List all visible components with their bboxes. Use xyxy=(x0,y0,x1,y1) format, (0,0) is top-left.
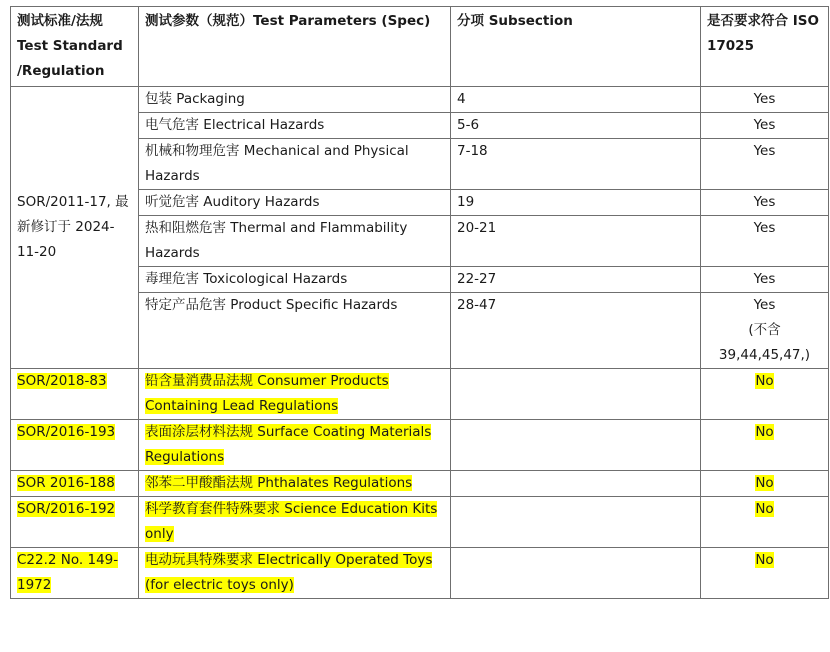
standard-cell xyxy=(11,369,139,420)
iso-cell: Yes xyxy=(701,113,829,139)
standard-label: C22.2 No. 149-1972 xyxy=(17,552,119,593)
iso-value: Yes xyxy=(753,297,776,313)
subsection-cell: 4 xyxy=(451,87,701,113)
standard-label: SOR/2016-193 xyxy=(17,424,116,440)
param-cell: 热和阻燃危害 Thermal and Flammability Hazards xyxy=(139,216,451,267)
table-row xyxy=(11,420,829,471)
param-label: 铅含量消费品法规 Consumer Products Containing Lead Regulations xyxy=(145,373,389,414)
param-cell: 听觉危害 Auditory Hazards xyxy=(139,190,451,216)
subsection-cell xyxy=(451,548,701,599)
standard-label: SOR/2018-83 xyxy=(17,373,107,389)
header-row xyxy=(11,7,829,87)
subsection-cell xyxy=(451,497,701,548)
iso-value: No xyxy=(755,424,774,440)
iso-cell xyxy=(701,420,829,471)
subsection-cell: 19 xyxy=(451,190,701,216)
param-cell: 电气危害 Electrical Hazards xyxy=(139,113,451,139)
subsection-cell xyxy=(451,420,701,471)
test-standards-table xyxy=(10,6,829,599)
iso-cell: Yes xyxy=(701,139,829,190)
standard-cell xyxy=(11,420,139,471)
standard-cell-sor-2011: SOR/2011-17, 最新修订于 2024-11-20 xyxy=(11,87,139,369)
iso-cell xyxy=(701,293,829,369)
param-cell xyxy=(139,471,451,497)
iso-cell: Yes xyxy=(701,190,829,216)
param-cell xyxy=(139,369,451,420)
standard-label: SOR/2016-192 xyxy=(17,501,116,517)
param-cell: 包装 Packaging xyxy=(139,87,451,113)
param-label: 邻苯二甲酸酯法规 Phthalates Regulations xyxy=(145,475,413,491)
standard-cell xyxy=(11,471,139,497)
standard-label: SOR 2016-188 xyxy=(17,475,115,491)
iso-cell: Yes xyxy=(701,87,829,113)
iso-value: No xyxy=(755,373,774,389)
iso-cell xyxy=(701,471,829,497)
subsection-cell: 28-47 xyxy=(451,293,701,369)
subsection-cell: 22-27 xyxy=(451,267,701,293)
param-label: 电动玩具特殊要求 Electrically Operated Toys (for electric toys only) xyxy=(145,552,433,593)
iso-cell xyxy=(701,548,829,599)
param-label: 科学教育套件特殊要求 Science Education Kits only xyxy=(145,501,438,542)
iso-cell: Yes xyxy=(701,267,829,293)
subsection-cell xyxy=(451,471,701,497)
param-cell: 特定产品危害 Product Specific Hazards xyxy=(139,293,451,369)
iso-cell xyxy=(701,369,829,420)
table-row xyxy=(11,497,829,548)
param-cell xyxy=(139,420,451,471)
param-label: 表面涂层材料法规 Surface Coating Materials Regulations xyxy=(145,424,432,465)
header-iso: 是否要求符合 ISO 17025 xyxy=(701,7,829,87)
subsection-cell xyxy=(451,369,701,420)
iso-exclusion-note: (不含 39,44,45,47,) xyxy=(718,322,811,363)
standard-cell xyxy=(11,548,139,599)
iso-cell: Yes xyxy=(701,216,829,267)
iso-cell xyxy=(701,497,829,548)
param-cell: 机械和物理危害 Mechanical and Physical Hazards xyxy=(139,139,451,190)
param-cell xyxy=(139,497,451,548)
iso-value: No xyxy=(755,552,774,568)
table-row xyxy=(11,548,829,599)
subsection-cell: 7-18 xyxy=(451,139,701,190)
param-cell xyxy=(139,548,451,599)
table-row xyxy=(11,369,829,420)
header-parameters: 测试参数（规范）Test Parameters (Spec) xyxy=(139,7,451,87)
param-cell: 毒理危害 Toxicological Hazards xyxy=(139,267,451,293)
iso-value: No xyxy=(755,501,774,517)
header-standard: 测试标准/法规 Test Standard /Regulation xyxy=(11,7,139,87)
table-row xyxy=(11,87,829,113)
subsection-cell: 5-6 xyxy=(451,113,701,139)
table-row xyxy=(11,471,829,497)
standard-cell xyxy=(11,497,139,548)
iso-value: No xyxy=(755,475,774,491)
subsection-cell: 20-21 xyxy=(451,216,701,267)
header-subsection: 分项 Subsection xyxy=(451,7,701,87)
